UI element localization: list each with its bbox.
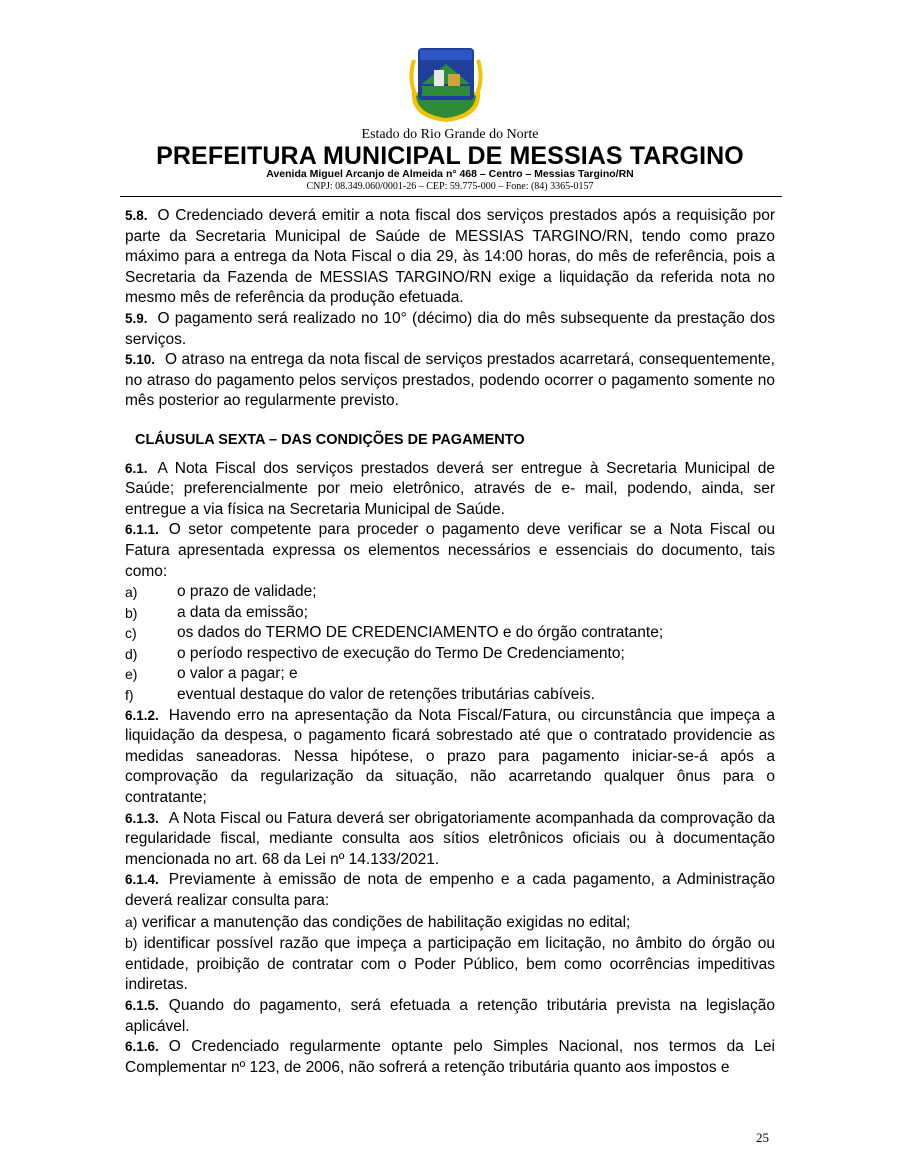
section-heading: CLÁUSULA SEXTA – DAS CONDIÇÕES DE PAGAMENTO — [135, 431, 525, 448]
municipal-crest-logo — [404, 40, 488, 124]
clause-5-10 — [125, 350, 775, 412]
sub-item-text: identificar possível razão que impeça a participação em licitação, no âmbito do órgão ou entidade, proibição de contratar com o Poder Público, bem como ocorrências impeditivas indiretas. — [125, 935, 775, 994]
clause-number: 6.1.2. — [125, 707, 159, 723]
clause-text: A Nota Fiscal dos serviços prestados deverá ser entregue à Secretaria Municipal de Saúde; preferencialmente por meio eletrônico, através de e- mail, podendo, ainda, ser entregue a via física na Secretaria Municipal de Saúde. — [125, 459, 775, 518]
list-item-text: eventual destaque do valor de retenções tributárias cabíveis. — [177, 686, 595, 704]
clause-number: 6.1.6. — [125, 1039, 159, 1055]
clause-6-1-2 — [125, 706, 775, 809]
sub-item-label: b) — [125, 935, 138, 952]
clause-number: 6.1. — [125, 460, 148, 476]
clause-6-1-5 — [125, 996, 775, 1037]
clause-6-1-1 — [125, 520, 775, 582]
clause-number: 5.10. — [125, 352, 156, 368]
list-item — [125, 582, 775, 603]
clause-text: Quando do pagamento, será efetuada a retenção tributária prevista na legislação aplicável. — [125, 996, 775, 1035]
clause-text: Previamente à emissão de nota de empenho e a cada pagamento, a Administração deverá realizar consulta para: — [125, 871, 775, 909]
list-item-label: e) — [125, 666, 138, 683]
list-item-text: o período respectivo de execução do Termo De Credenciamento; — [177, 644, 625, 662]
clause-text: O setor competente para proceder o pagamento deve verificar se a Nota Fiscal ou Fatura apresentada expressa os elementos necessários e essenciais do documento, tais como: — [125, 521, 775, 580]
clause-text: O Credenciado regularmente optante pelo Simples Nacional, nos termos da Lei Complementar nº 123, de 2006, não sofrerá a retenção tributária quanto aos impostos e — [125, 1038, 775, 1076]
clause-6-1-4 — [125, 870, 775, 911]
sub-item-text: verificar a manutenção das condições de habilitação exigidas no edital; — [141, 913, 631, 931]
sub-item-label: a) — [125, 913, 138, 930]
page-number: 25 — [756, 1130, 769, 1145]
list-item-text: a data da emissão; — [177, 603, 308, 621]
clause-number: 6.1.1. — [125, 522, 159, 538]
list-item — [125, 603, 775, 624]
list-item-text: o valor a pagar; e — [177, 665, 298, 683]
header-cnpj: CNPJ: 08.349.060/0001-26 – CEP: 59.775-000 – Fone: (84) 3365-0157 — [306, 181, 594, 192]
clause-text: A Nota Fiscal ou Fatura deverá ser obrigatoriamente acompanhada da comprovação da regularidade fiscal, mediante consulta aos sítios eletrônicos oficiais ou à documentação mencionada no art. 68 da Lei nº 14.133/2021. — [125, 809, 775, 868]
header-divider — [120, 196, 782, 197]
list-item-label: d) — [125, 645, 138, 662]
header-address: Avenida Miguel Arcanjo de Almeida n° 468 – Centro – Messias Targino/RN — [266, 168, 634, 180]
clause-number: 6.1.4. — [125, 872, 159, 888]
clause-number: 6.1.3. — [125, 810, 159, 826]
clause-5-8 — [125, 206, 775, 309]
list-item — [125, 644, 775, 665]
clause-number: 6.1.5. — [125, 997, 159, 1013]
clause-text: O Credenciado deverá emitir a nota fiscal dos serviços prestados após a requisição por parte da Secretaria Municipal de Saúde de MESSIAS TARGINO/RN, tendo como prazo máximo para a entrega da Nota Fiscal o dia 29, às 14:00 horas, do mês de referência, pois a Secretaria da Fazenda de MESSIAS TARGINO/RN exige a liquidação da referida nota no mesmo mês de referência da produção efetuada. — [125, 207, 775, 307]
list-item — [125, 623, 775, 644]
list-item — [125, 685, 775, 706]
list-item-text: o prazo de validade; — [177, 583, 317, 601]
clause-text: O pagamento será realizado no 10° (décimo) dia do mês subsequente da prestação dos serviços. — [125, 309, 775, 348]
clause-text: O atraso na entrega da nota fiscal de serviços prestados acarretará, consequentemente, no atraso do pagamento pelos serviços prestados, podendo ocorrer o pagamento somente no mês posterior ao regularmente previsto. — [125, 351, 775, 410]
list-item-label: f) — [125, 687, 134, 704]
clause-number: 5.8. — [125, 208, 148, 223]
clause-5-9 — [125, 309, 775, 350]
clause-6-1-6 — [125, 1037, 775, 1078]
sub-item-a — [125, 912, 775, 934]
list-item-label: c) — [125, 625, 137, 642]
list-item — [125, 664, 775, 685]
clause-text: Havendo erro na apresentação da Nota Fiscal/Fatura, ou circunstância que impeça a liquidação da despesa, o pagamento ficará sobrestado até que o contratado providencie as medidas saneadoras. Nessa hipótese, o prazo para pagamento iniciar-se-á após a comprovação da regularização da situação, não acarretando qualquer ônus para o contratante; — [125, 706, 775, 807]
header-title: PREFEITURA MUNICIPAL DE MESSIAS TARGINO — [156, 142, 744, 170]
list-item-text: os dados do TERMO DE CREDENCIAMENTO e do órgão contratante; — [177, 624, 664, 642]
clause-6-1 — [125, 459, 775, 521]
clause-number: 5.9. — [125, 310, 148, 326]
clause-6-1-3 — [125, 809, 775, 871]
header-state: Estado do Rio Grande do Norte — [361, 127, 539, 142]
document-body — [125, 206, 775, 1078]
list-item-label: a) — [125, 584, 138, 601]
sub-item-b — [125, 933, 775, 996]
list-item-label: b) — [125, 604, 138, 621]
